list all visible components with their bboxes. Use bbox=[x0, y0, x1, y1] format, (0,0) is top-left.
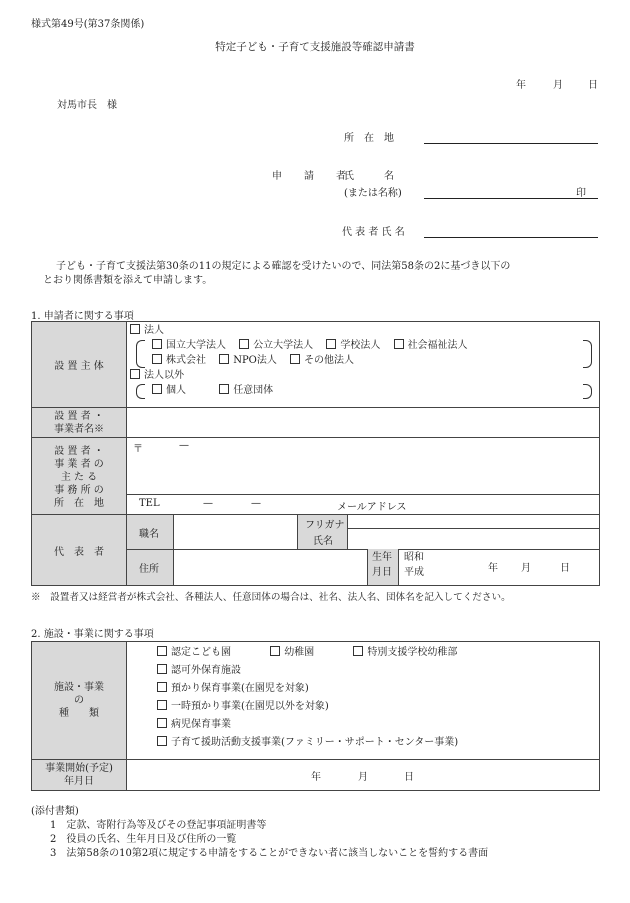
start-date-cell[interactable] bbox=[127, 760, 600, 791]
facility-type-label: 施設・事業 の 種 類 bbox=[32, 642, 127, 760]
dob-year: 年 bbox=[488, 563, 498, 574]
extended-care-label: 預かり保育事業(在園児を対象) bbox=[171, 683, 309, 694]
unlicensed-nursery-label: 認可外保育施設 bbox=[171, 665, 241, 676]
facility-table bbox=[31, 641, 600, 791]
sick-child-care-label: 病児保育事業 bbox=[171, 719, 231, 730]
start-month: 月 bbox=[358, 772, 368, 783]
checkbox-corp[interactable] bbox=[130, 324, 140, 334]
office-address-cell bbox=[127, 438, 600, 515]
mail-label: メールアドレス bbox=[337, 502, 407, 513]
rep-address-label: 住所 bbox=[139, 564, 159, 575]
start-year: 年 bbox=[311, 772, 321, 783]
tel-dash-2: — bbox=[251, 498, 261, 509]
public-univ-label: 公立大学法人 bbox=[253, 340, 314, 351]
tel-label: TEL bbox=[139, 498, 160, 509]
attachments-heading: (添付書類) bbox=[31, 806, 79, 817]
date-year-label: 年 bbox=[516, 80, 526, 91]
checkbox-unlicensed-nursery[interactable] bbox=[157, 664, 167, 674]
office-address-label: 設 置 者 ・ 事 業 者 の 主 た る 事 務 所 の 所 在 地 bbox=[32, 438, 127, 515]
facility-type-cell bbox=[127, 642, 600, 760]
checkbox-family-support[interactable] bbox=[157, 736, 167, 746]
establisher-name-field[interactable] bbox=[127, 408, 600, 438]
checkbox-school-corp[interactable] bbox=[326, 339, 336, 349]
national-univ-label: 国立大学法人 bbox=[166, 340, 226, 351]
date-day-label: 日 bbox=[588, 80, 598, 91]
section1-heading: 1. 申請者に関する事項 bbox=[31, 311, 134, 322]
checkbox-social-welfare[interactable] bbox=[394, 339, 404, 349]
dob-day: 日 bbox=[560, 563, 570, 574]
representative-label: 代 表 者 氏 名 bbox=[342, 227, 405, 238]
checkbox-extended-care[interactable] bbox=[157, 682, 167, 692]
form-number: 様式第49号(第37条関係) bbox=[31, 19, 145, 30]
npo-label: NPO法人 bbox=[233, 355, 277, 366]
addressee: 対馬市長 様 bbox=[57, 100, 117, 111]
establisher-name-label: 設 置 者 ・ 事業者名※ bbox=[32, 408, 127, 438]
date-month-label: 月 bbox=[553, 80, 563, 91]
representative-field[interactable] bbox=[424, 237, 598, 238]
checkbox-national-univ[interactable] bbox=[152, 339, 162, 349]
applicant-name-field[interactable] bbox=[424, 198, 598, 199]
certified-kodomoen-label: 認定こども園 bbox=[171, 647, 231, 658]
rep-name-label: 氏名 bbox=[313, 536, 333, 547]
other-corp-label: その他法人 bbox=[304, 355, 355, 366]
attachment-item: 2 役員の氏名、生年月日及び住所の一覧 bbox=[50, 834, 237, 845]
start-date-label: 事業開始(予定) 年月日 bbox=[32, 760, 127, 791]
applicant-label: 申 請 者 bbox=[272, 171, 352, 182]
position-label: 職名 bbox=[139, 529, 159, 540]
dob-month: 月 bbox=[521, 563, 531, 574]
checkbox-individual[interactable] bbox=[152, 384, 162, 394]
establisher-label: 設 置 主 体 bbox=[32, 322, 127, 408]
section2-heading: 2. 施設・事業に関する事項 bbox=[31, 629, 154, 640]
seal-mark: 印 bbox=[576, 188, 586, 199]
dob-label-1: 生年 bbox=[372, 552, 392, 563]
attachment-item: 3 法第58条の10第2項に規定する申請をすることができない者に該当しないことを誓約する書面 bbox=[50, 848, 489, 859]
intro-line-2: とおり関係書類を添えて申請します。 bbox=[43, 275, 213, 286]
stock-company-label: 株式会社 bbox=[166, 355, 206, 366]
start-day: 日 bbox=[404, 772, 414, 783]
checkbox-certified-kodomoen[interactable] bbox=[157, 646, 167, 656]
checkbox-stock-company[interactable] bbox=[152, 354, 162, 364]
intro-line-1: 子ども・子育て支援法第30条の11の規定による確認を受けたいので、同法第58条の2に基づき以下の bbox=[56, 261, 511, 272]
kindergarten-label: 幼稚園 bbox=[284, 647, 315, 658]
representative-section-label: 代 表 者 bbox=[32, 515, 127, 586]
location-field[interactable] bbox=[424, 143, 598, 144]
social-welfare-label: 社会福祉法人 bbox=[407, 340, 468, 351]
establisher-cell bbox=[127, 322, 600, 408]
checkbox-temporary-care[interactable] bbox=[157, 700, 167, 710]
individual-label: 個人 bbox=[166, 385, 186, 396]
special-school-label: 特別支援学校幼稚部 bbox=[367, 647, 458, 658]
voluntary-group-label: 任意団体 bbox=[233, 385, 274, 396]
postal-dash: — bbox=[179, 440, 189, 451]
postal-mark: 〒 bbox=[133, 444, 143, 455]
attachment-item: 1 定款、寄附行為等及びその登記事項証明書等 bbox=[50, 820, 267, 831]
era-heisei: 平成 bbox=[404, 567, 424, 578]
checkbox-npo[interactable] bbox=[219, 354, 229, 364]
applicant-name-label: 氏 名 bbox=[344, 171, 394, 182]
applicant-name-alt-label: (または名称) bbox=[344, 188, 402, 199]
furigana-label: フリガナ bbox=[305, 520, 345, 531]
checkbox-sick-child-care[interactable] bbox=[157, 718, 167, 728]
location-label: 所 在 地 bbox=[344, 133, 394, 144]
family-support-label: 子育て援助活動支援事業(ファミリー・サポート・センター事業) bbox=[171, 737, 459, 748]
page-title: 特定子ども・子育て支援施設等確認申請書 bbox=[215, 41, 415, 53]
checkbox-noncorp[interactable] bbox=[130, 369, 140, 379]
applicant-table bbox=[31, 321, 600, 586]
checkbox-kindergarten[interactable] bbox=[270, 646, 280, 656]
era-showa: 昭和 bbox=[404, 552, 424, 563]
temporary-care-label: 一時預かり事業(在園児以外を対象) bbox=[171, 701, 329, 712]
corp-label: 法人 bbox=[144, 325, 164, 336]
checkbox-special-school[interactable] bbox=[353, 646, 363, 656]
note: ※ 設置者又は経営者が株式会社、各種法人、任意団体の場合は、社名、法人名、団体名を記入してください。 bbox=[31, 592, 511, 603]
checkbox-voluntary-group[interactable] bbox=[219, 384, 229, 394]
checkbox-public-univ[interactable] bbox=[239, 339, 249, 349]
noncorp-label: 法人以外 bbox=[144, 370, 184, 381]
representative-cell bbox=[127, 515, 600, 586]
checkbox-other-corp[interactable] bbox=[290, 354, 300, 364]
dob-label-2: 月日 bbox=[372, 567, 392, 578]
school-corp-label: 学校法人 bbox=[340, 340, 381, 351]
tel-dash-1: — bbox=[203, 498, 213, 509]
